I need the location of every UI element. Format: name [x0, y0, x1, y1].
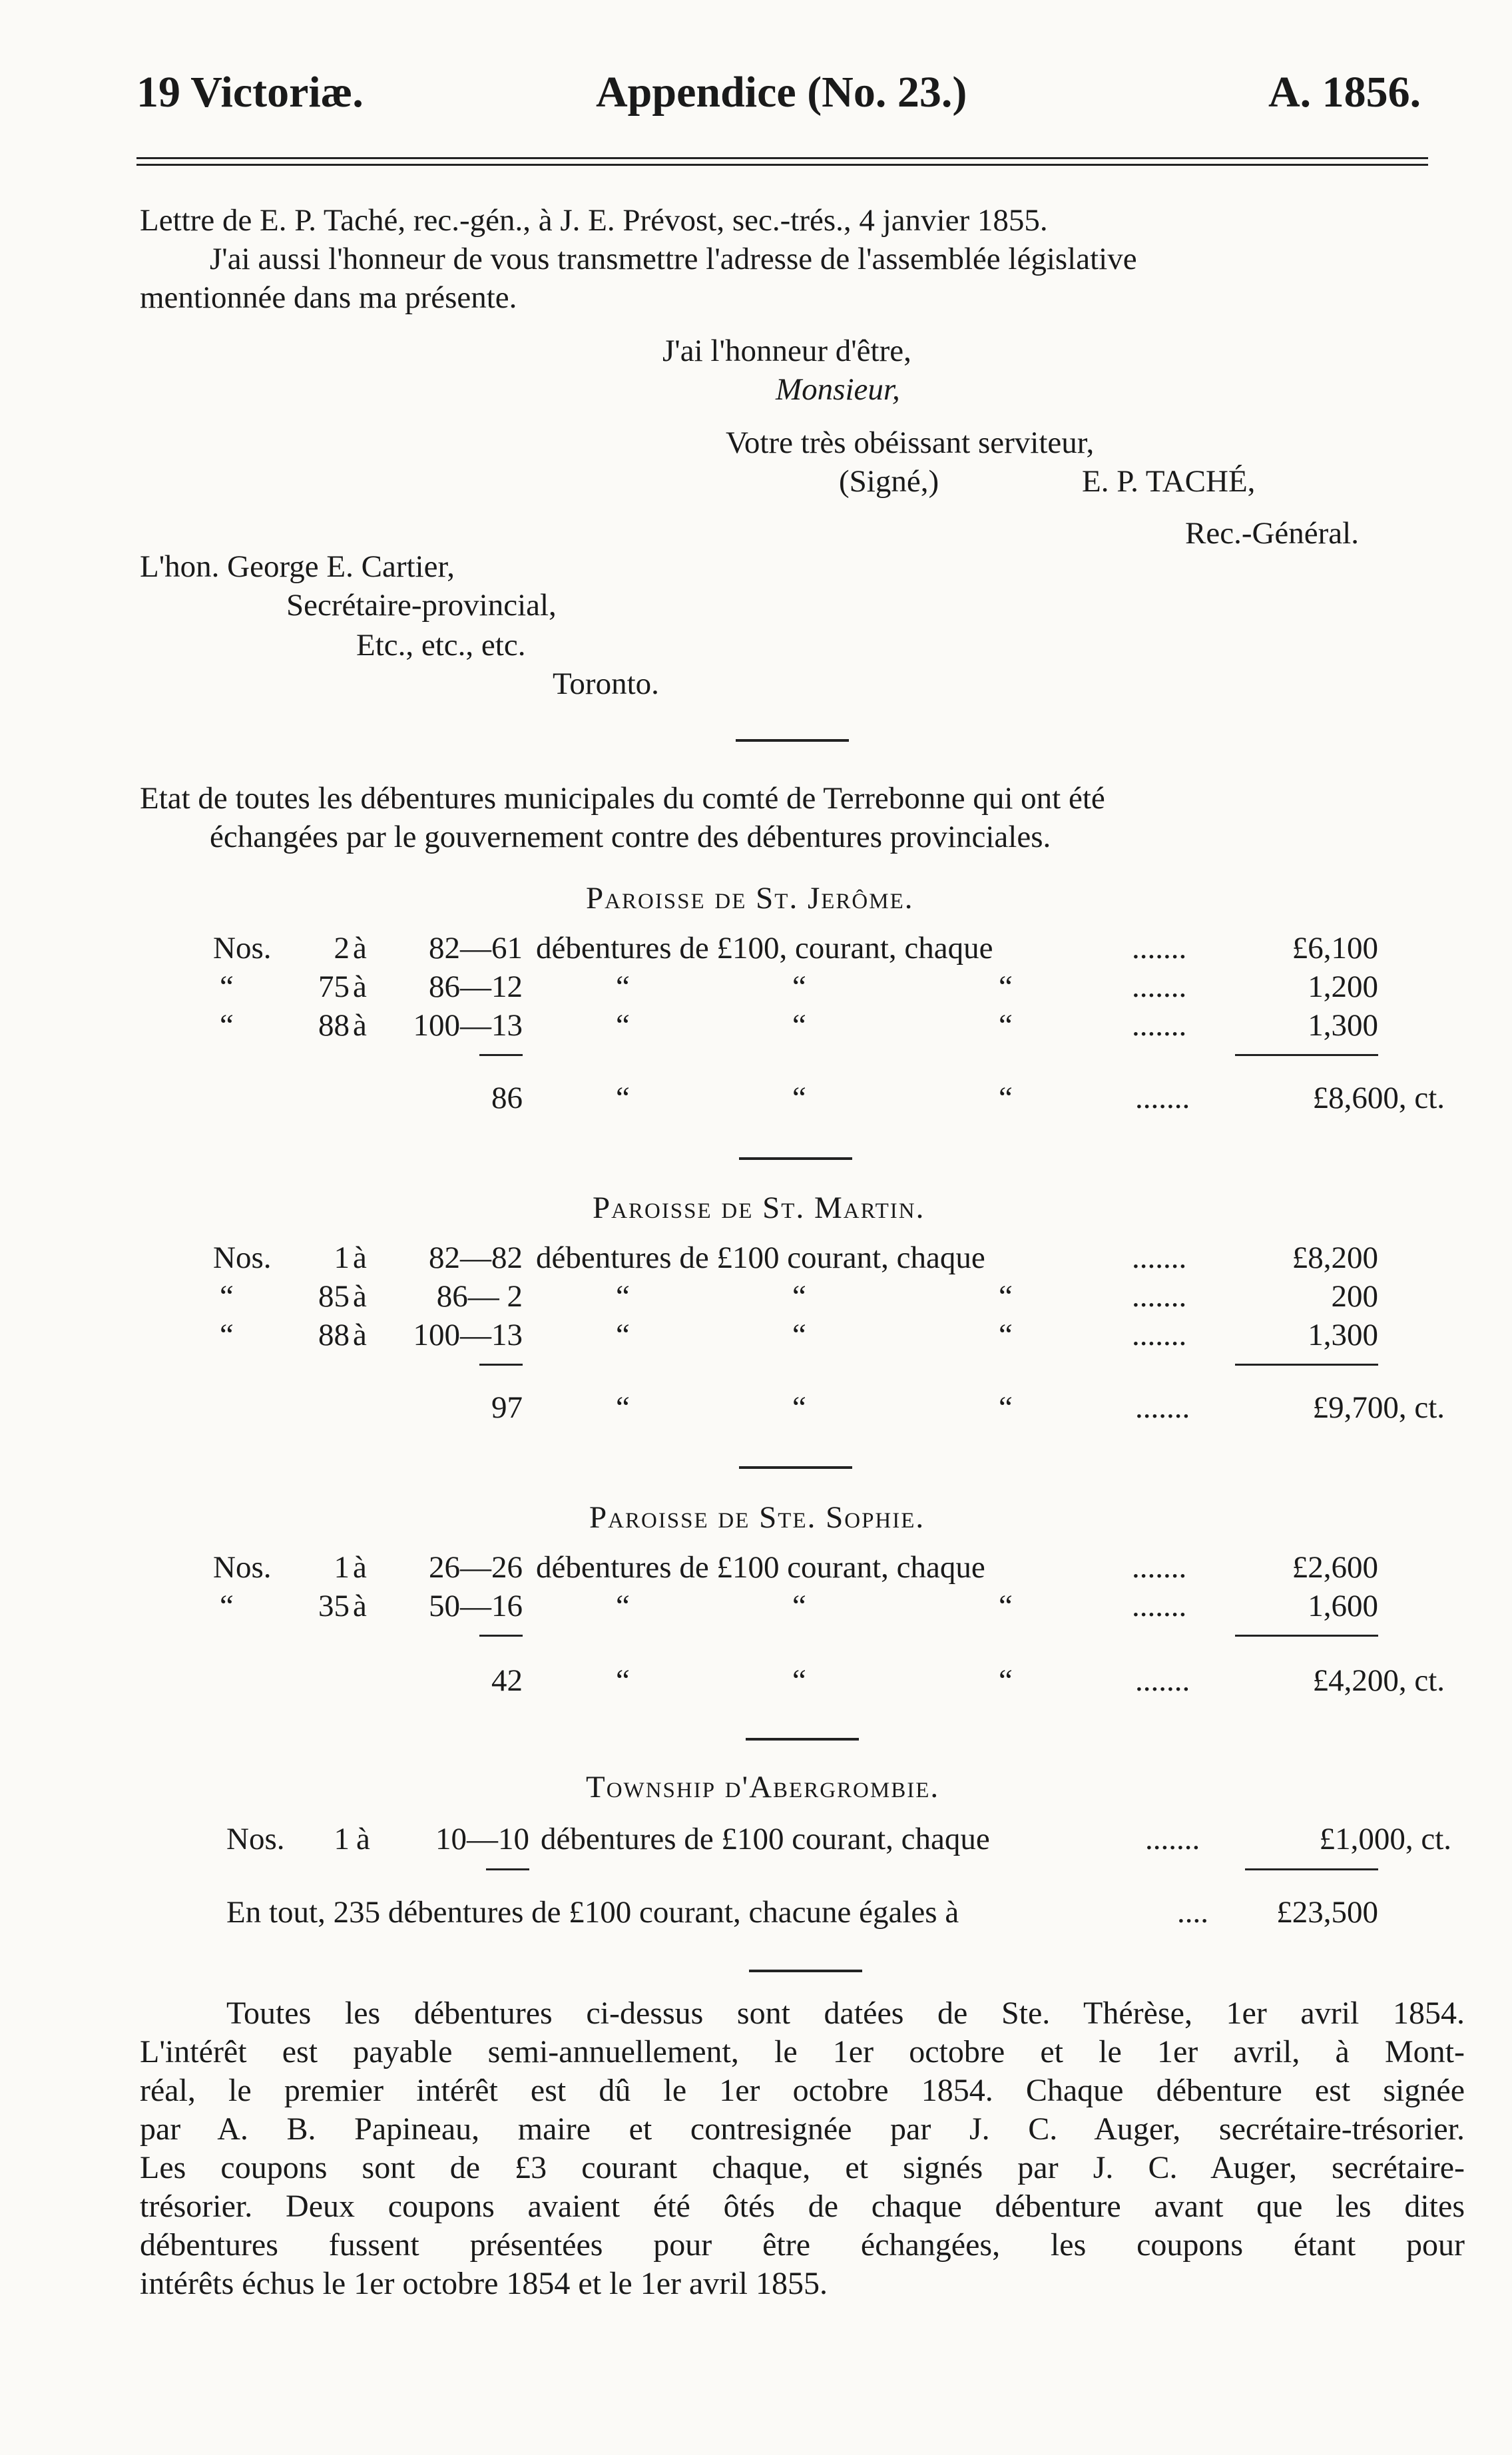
notes-line: débentures fussent présentées pour être échangées, les coupons étant pour — [140, 2227, 1465, 2263]
row-dots: ....... — [1132, 1008, 1187, 1043]
subtotal-rule — [1235, 1054, 1378, 1056]
notes-line: L'intérêt est payable semi-annuellement, le 1er octobre et le 1er avril, à Mont- — [140, 2034, 1465, 2069]
total-count: 86 — [491, 1081, 523, 1115]
ditto-mark: “ — [616, 1081, 630, 1115]
letter-signer: E. P. TACHÉ, — [1082, 464, 1256, 499]
row-range: 26—26 — [429, 1550, 523, 1585]
letter-address-1: L'hon. George E. Cartier, — [140, 549, 455, 584]
subtotal-rule — [479, 1054, 523, 1056]
row-a: à — [353, 1008, 367, 1043]
separator-rule — [749, 1970, 862, 1972]
notes-line: intérêts échus le 1er octobre 1854 et le 1er avril 1855. — [140, 2266, 828, 2301]
header-right: A. 1856. — [1268, 68, 1421, 117]
row-prefix: “ — [220, 1318, 234, 1352]
etat-line-1: Etat de toutes les débentures municipales du comté de Terrebonne qui ont été — [140, 781, 1105, 816]
row-dots: ....... — [1132, 1318, 1187, 1352]
row-a: à — [353, 1318, 367, 1352]
letter-line-1: Lettre de E. P. Taché, rec.-gén., à J. E. Prévost, sec.-trés., 4 janvier 1855. — [140, 203, 1048, 238]
letter-address-4: Toronto. — [553, 667, 659, 701]
row-prefix: Nos. — [213, 931, 272, 965]
subtotal-rule — [1245, 1868, 1378, 1870]
ditto-mark: “ — [792, 1663, 806, 1698]
row-amount: 200 — [1331, 1279, 1378, 1314]
row-dots: ....... — [1132, 1279, 1187, 1314]
ditto-mark: “ — [792, 1008, 806, 1043]
notes-paragraph — [140, 1994, 1465, 2303]
notes-line: Les coupons sont de £3 courant chaque, et signés par J. C. Auger, secrétaire- — [140, 2150, 1465, 2185]
subtotal-rule — [479, 1364, 523, 1366]
total-amount: £4,200, ct. — [1312, 1663, 1445, 1698]
total-amount: £8,600, ct. — [1312, 1081, 1445, 1115]
row-range: 86—12 — [429, 969, 523, 1004]
row-prefix: Nos. — [213, 1550, 272, 1585]
row-dots: ....... — [1132, 969, 1187, 1004]
row-from: 85 — [318, 1279, 350, 1314]
section-title: Paroisse de St. Martin. — [593, 1191, 925, 1225]
ditto-mark: “ — [999, 1008, 1013, 1043]
grand-total-text: En tout, 235 débentures de £100 courant, chacune égales à — [226, 1895, 959, 1930]
separator-rule — [739, 1157, 852, 1160]
ditto-mark: “ — [999, 1081, 1013, 1115]
letter-signer-title: Rec.-Général. — [1185, 516, 1359, 551]
row-dots: ....... — [1132, 931, 1187, 965]
row-from: 88 — [318, 1318, 350, 1352]
row-prefix: Nos. — [213, 1240, 272, 1275]
letter-closing-1: J'ai l'honneur d'être, — [662, 334, 911, 368]
row-prefix: “ — [220, 1589, 234, 1623]
grand-total-amount: £23,500 — [1276, 1895, 1378, 1930]
ditto-mark: “ — [616, 1390, 630, 1425]
row-range: 82—61 — [429, 931, 523, 965]
ditto-mark: “ — [999, 1390, 1013, 1425]
row-description: débentures de £100, courant, chaque — [536, 931, 993, 965]
ditto-mark: “ — [999, 1279, 1013, 1314]
row-from: 2 — [334, 931, 350, 965]
row-amount: 1,300 — [1308, 1008, 1378, 1043]
row-amount: £1,000, ct. — [1319, 1822, 1451, 1856]
row-dots: ....... — [1145, 1822, 1200, 1856]
letter-closing-3: Votre très obéissant serviteur, — [726, 425, 1095, 460]
row-prefix: Nos. — [226, 1822, 285, 1856]
township-title: Township d'Abergrombie. — [586, 1770, 940, 1804]
ditto-mark: “ — [999, 1589, 1013, 1623]
ditto-mark: “ — [792, 1318, 806, 1352]
subtotal-rule — [1235, 1364, 1378, 1366]
letter-line-2: J'ai aussi l'honneur de vous transmettre l'adresse de l'assemblée législative — [210, 242, 1137, 276]
letter-signed: (Signé,) — [839, 464, 939, 499]
ditto-mark: “ — [616, 1589, 630, 1623]
row-amount: £8,200 — [1292, 1240, 1378, 1275]
row-from: 1 — [334, 1822, 350, 1856]
separator-rule — [739, 1466, 852, 1469]
row-from: 75 — [318, 969, 350, 1004]
notes-line: réal, le premier intérêt est dû le 1er octobre 1854. Chaque débenture est signée — [140, 2073, 1465, 2108]
row-from: 1 — [334, 1240, 350, 1275]
row-from: 1 — [334, 1550, 350, 1585]
row-range: 100—13 — [413, 1008, 523, 1043]
ditto-mark: “ — [616, 1663, 630, 1698]
letter-closing-2: Monsieur, — [776, 372, 900, 407]
separator-rule — [736, 739, 849, 742]
section-title: Paroisse de Ste. Sophie. — [589, 1500, 925, 1535]
row-range: 100—13 — [413, 1318, 523, 1352]
ditto-mark: “ — [616, 969, 630, 1004]
row-prefix: “ — [220, 1008, 234, 1043]
row-dots: ....... — [1132, 1589, 1187, 1623]
header-double-rule — [136, 157, 1428, 166]
row-range: 10—10 — [435, 1822, 529, 1856]
ditto-mark: “ — [999, 1663, 1013, 1698]
notes-line: Toutes les débentures ci-dessus sont datées de Ste. Thérèse, 1er avril 1854. — [226, 1996, 1465, 2031]
etat-line-2: échangées par le gouvernement contre des débentures provinciales. — [210, 820, 1051, 854]
ditto-mark: “ — [999, 1318, 1013, 1352]
subtotal-rule — [486, 1868, 529, 1870]
total-amount: £9,700, ct. — [1312, 1390, 1445, 1425]
row-a: à — [353, 931, 367, 965]
row-dots: ....... — [1132, 1240, 1187, 1275]
row-a: à — [353, 1550, 367, 1585]
row-range: 50—16 — [429, 1589, 523, 1623]
total-dots: ....... — [1135, 1663, 1190, 1698]
section-title: Paroisse de St. Jerôme. — [586, 881, 914, 916]
row-amount: 1,300 — [1308, 1318, 1378, 1352]
letter-address-3: Etc., etc., etc. — [356, 628, 526, 663]
ditto-mark: “ — [792, 1390, 806, 1425]
row-prefix: “ — [220, 1279, 234, 1314]
row-description: débentures de £100 courant, chaque — [536, 1550, 985, 1585]
row-description: débentures de £100 courant, chaque — [541, 1822, 990, 1856]
header-left: 19 Victoriæ. — [136, 68, 364, 117]
total-count: 97 — [491, 1390, 523, 1425]
total-dots: ....... — [1135, 1390, 1190, 1425]
ditto-mark: “ — [792, 1081, 806, 1115]
row-amount: £2,600 — [1292, 1550, 1378, 1585]
subtotal-rule — [1235, 1635, 1378, 1637]
ditto-mark: “ — [792, 1589, 806, 1623]
notes-line: par A. B. Papineau, maire et contresignée par J. C. Auger, secrétaire-trésorier. — [140, 2111, 1465, 2147]
row-a: à — [353, 1240, 367, 1275]
row-from: 88 — [318, 1008, 350, 1043]
letter-address-2: Secrétaire-provincial, — [286, 588, 557, 623]
row-prefix: “ — [220, 969, 234, 1004]
row-a: à — [356, 1822, 370, 1856]
ditto-mark: “ — [999, 969, 1013, 1004]
grand-total-dots: .... — [1177, 1895, 1208, 1930]
row-amount: £6,100 — [1292, 931, 1378, 965]
row-description: débentures de £100 courant, chaque — [536, 1240, 985, 1275]
ditto-mark: “ — [616, 1008, 630, 1043]
total-count: 42 — [491, 1663, 523, 1698]
header-center: Appendice (No. 23.) — [596, 68, 967, 117]
row-range: 82—82 — [429, 1240, 523, 1275]
row-a: à — [353, 1279, 367, 1314]
letter-line-3: mentionnée dans ma présente. — [140, 280, 517, 315]
ditto-mark: “ — [616, 1279, 630, 1314]
total-dots: ....... — [1135, 1081, 1190, 1115]
ditto-mark: “ — [792, 969, 806, 1004]
row-a: à — [353, 1589, 367, 1623]
ditto-mark: “ — [616, 1318, 630, 1352]
notes-line: trésorier. Deux coupons avaient été ôtés de chaque débenture avant que les dites — [140, 2189, 1465, 2224]
row-a: à — [353, 969, 367, 1004]
row-range: 86— 2 — [436, 1279, 523, 1314]
row-from: 35 — [318, 1589, 350, 1623]
separator-rule — [746, 1738, 859, 1741]
row-dots: ....... — [1132, 1550, 1187, 1585]
row-amount: 1,200 — [1308, 969, 1378, 1004]
ditto-mark: “ — [792, 1279, 806, 1314]
row-amount: 1,600 — [1308, 1589, 1378, 1623]
subtotal-rule — [479, 1635, 523, 1637]
